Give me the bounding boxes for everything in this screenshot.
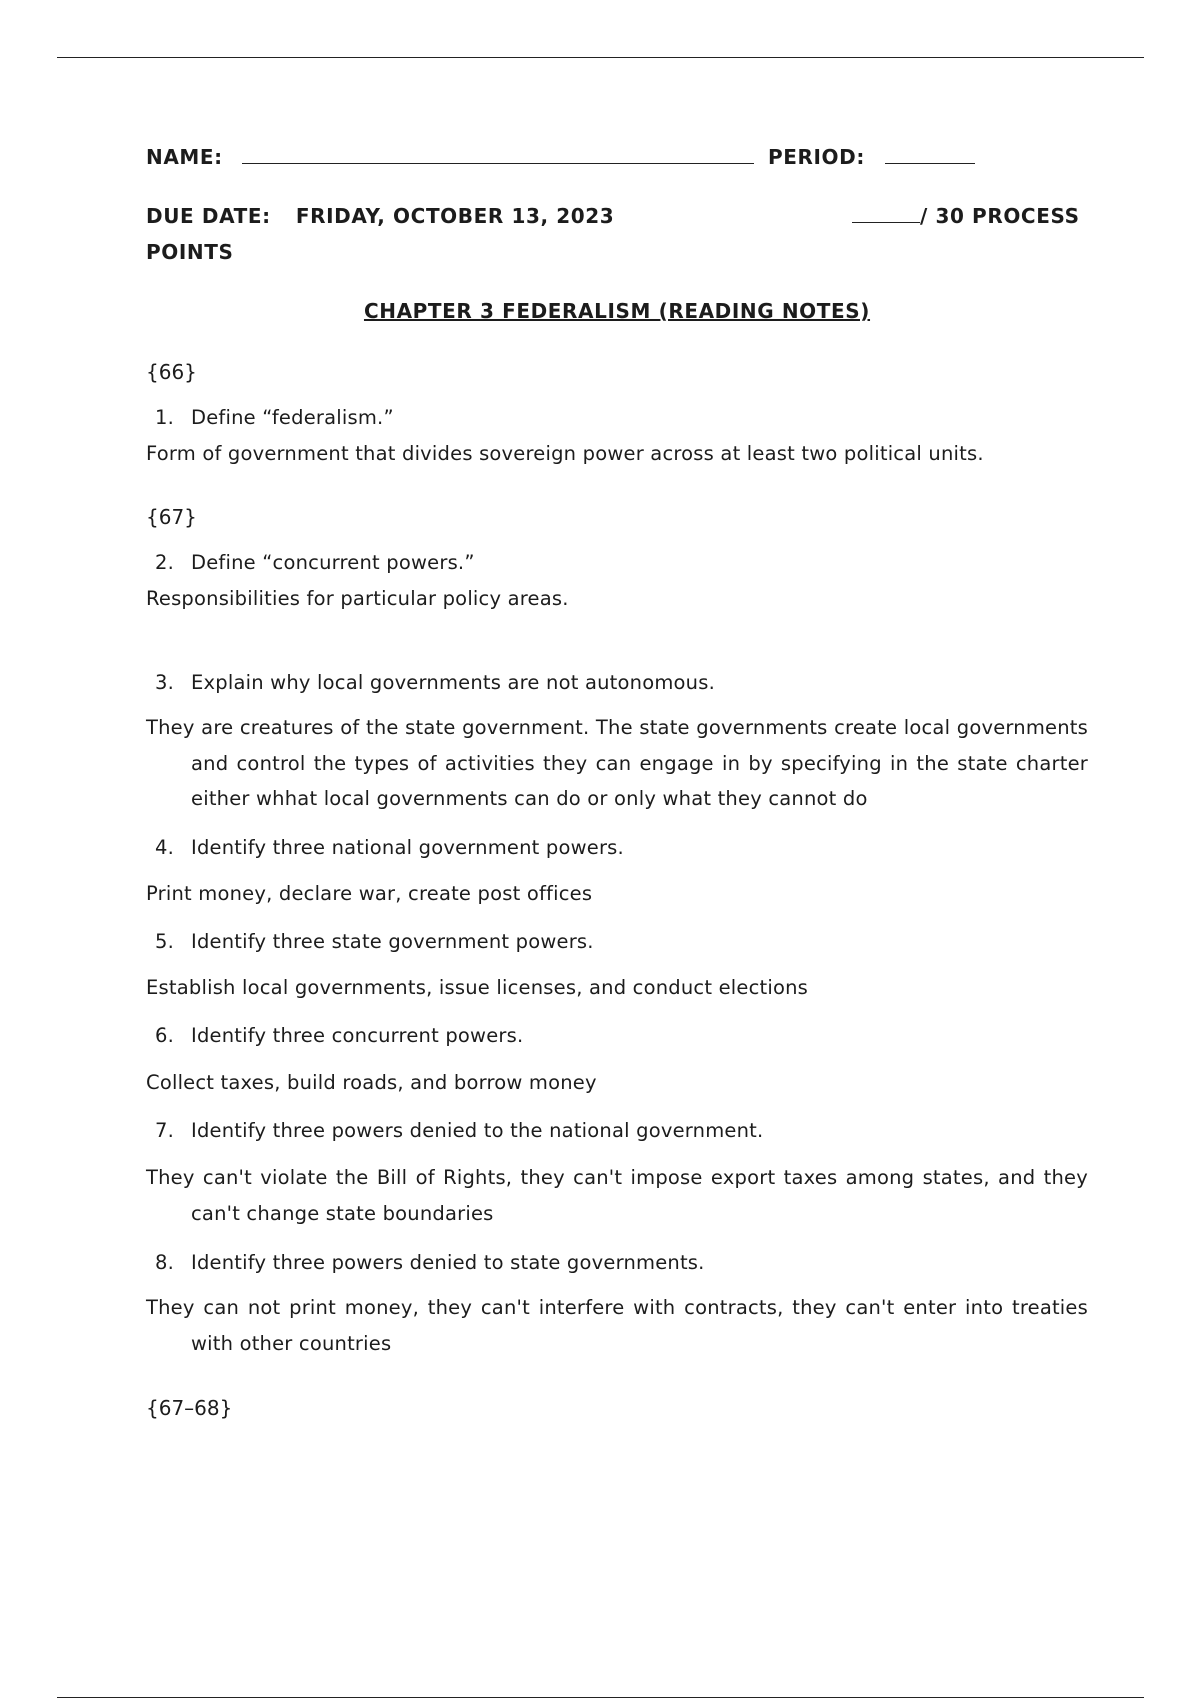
- question-text: Identify three national government powers.: [191, 836, 624, 859]
- top-rule: [57, 57, 1144, 58]
- page-ref-66: {66}: [146, 360, 197, 384]
- question-5: [146, 930, 594, 953]
- due-date-label: DUE DATE:: [146, 204, 271, 228]
- answer-6: Collect taxes, build roads, and borrow money: [146, 1071, 597, 1094]
- question-text: Identify three state government powers.: [191, 930, 594, 953]
- due-date: [146, 204, 614, 228]
- question-6: [146, 1024, 523, 1047]
- worksheet-title: CHAPTER 3 FEDERALISM (READING NOTES): [363, 299, 871, 323]
- name-blank[interactable]: [242, 147, 754, 164]
- page-ref-67: {67}: [146, 505, 197, 529]
- answer-2: Responsibilities for particular policy areas.: [146, 587, 569, 610]
- page-ref-67-68: {67–68}: [146, 1396, 233, 1420]
- question-text: Define “concurrent powers.”: [191, 551, 475, 574]
- period-blank[interactable]: [885, 147, 975, 164]
- answer-1: Form of government that divides sovereign power across at least two political units.: [146, 442, 984, 465]
- question-text: Identify three concurrent powers.: [191, 1024, 524, 1047]
- question-text: Identify three powers denied to the national government.: [191, 1119, 764, 1142]
- process-points: [852, 204, 1080, 228]
- question-number: 3.: [154, 671, 174, 694]
- answer-4: Print money, declare war, create post offices: [146, 882, 593, 905]
- question-4: [146, 836, 624, 859]
- name-field: [146, 145, 754, 169]
- question-2: [146, 551, 475, 574]
- question-text: Explain why local governments are not autonomous.: [191, 671, 715, 694]
- answer-7: They can't violate the Bill of Rights, they can't impose export taxes among states, and they can't change state boundaries: [146, 1166, 1088, 1225]
- due-date-value: FRIDAY, OCTOBER 13, 2023: [295, 204, 615, 228]
- period-field: [768, 145, 975, 169]
- answer-3: They are creatures of the state government. The state governments create local governments and control the types of activities they can engage in by specifying in the state charter either whhat local governments can do or only what they cannot do: [146, 716, 1088, 810]
- answer-8: They can not print money, they can't interfere with contracts, they can't enter into treaties with other countries: [146, 1296, 1088, 1355]
- question-number: 2.: [154, 551, 174, 574]
- question-1: [146, 406, 394, 429]
- question-number: 6.: [154, 1024, 174, 1047]
- points-text-continued: POINTS: [146, 240, 234, 264]
- question-number: 5.: [154, 930, 174, 953]
- question-number: 7.: [154, 1119, 174, 1142]
- question-8: [146, 1251, 705, 1274]
- question-number: 4.: [154, 836, 174, 859]
- question-text: Define “federalism.”: [191, 406, 394, 429]
- points-blank[interactable]: [852, 206, 920, 223]
- question-text: Identify three powers denied to state governments.: [191, 1251, 705, 1274]
- question-3: [146, 671, 715, 694]
- points-text: / 30 PROCESS: [920, 204, 1080, 228]
- name-label: NAME:: [146, 145, 223, 169]
- question-number: 8.: [154, 1251, 174, 1274]
- answer-5: Establish local governments, issue licenses, and conduct elections: [146, 976, 809, 999]
- question-number: 1.: [154, 406, 174, 429]
- period-label: PERIOD:: [768, 145, 865, 169]
- bottom-rule: [57, 1697, 1144, 1698]
- question-7: [146, 1119, 763, 1142]
